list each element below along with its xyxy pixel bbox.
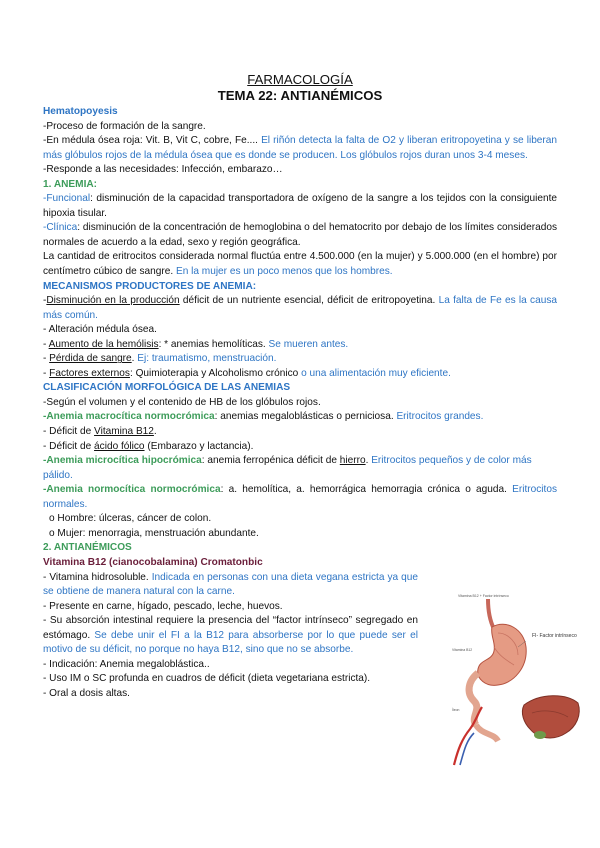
topic-title: TEMA 22: ANTIANÉMICOS: [217, 88, 383, 103]
note-span: Se mueren antes.: [268, 338, 349, 350]
text-span: (Embarazo y lactancia).: [144, 440, 254, 452]
paragraph: -Según el volumen y el contenido de HB de los glóbulos rojos.: [43, 396, 321, 408]
section-heading-hematopoyesis: Hematopoyesis: [43, 106, 118, 117]
text-span: -: [43, 295, 47, 307]
subject-title: FARMACOLOGÍA: [247, 72, 353, 87]
paragraph: [43, 425, 557, 440]
paragraph: [43, 410, 557, 425]
term-label: -Funcional: [43, 193, 91, 205]
figure-caption: Vitamina B12 + Factor intrínseco: [458, 594, 509, 598]
paragraph: [43, 571, 418, 600]
paragraph: [43, 294, 557, 323]
paragraph: -Proceso de formación de la sangre.: [43, 120, 206, 132]
section-heading-mecanismos: MECANISMOS PRODUCTORES DE ANEMIA:: [43, 280, 257, 292]
digestive-system-illustration: [448, 589, 582, 767]
paragraph: [43, 614, 418, 658]
term-label: -Anemia normocítica normocrómica: [43, 484, 221, 496]
paragraph: [43, 367, 557, 382]
underlined-term: Vitamina B12: [94, 426, 154, 438]
text-span: déficit de un nutriente esencial, déficit de eritropoyetina.: [179, 295, 439, 307]
paragraph: [43, 192, 557, 221]
text-span: - Vitamina hidrosoluble.: [43, 571, 152, 583]
list-item: o Mujer: menorragia, menstruación abundante.: [49, 527, 259, 539]
underlined-term: ácido fólico: [94, 440, 145, 452]
note-span: Eritrocitos pequeños y de color más pálido.: [43, 455, 532, 481]
figure-label: Vitamina B12: [452, 648, 473, 652]
paragraph: - Uso IM o SC profunda en cuadros de déficit (dieta vegetariana estricta).: [43, 673, 371, 685]
note-span: o una alimentación muy eficiente.: [301, 367, 451, 379]
paragraph: [43, 454, 557, 483]
text-span: -: [43, 367, 50, 379]
underlined-term: Disminución en la producción: [46, 295, 180, 307]
note-span: Ej: traumatismo, menstruación.: [137, 353, 277, 365]
paragraph: - Indicación: Anemia megaloblástica..: [43, 658, 210, 670]
text-span: -: [43, 338, 49, 350]
note-span: En la mujer es un poco menos que los hombres.: [175, 266, 393, 278]
subsection-heading-b12: Vitamina B12 (cianocobalamina) Cromatonbic: [43, 556, 263, 568]
paragraph: -Responde a las necesidades: Infección, embarazo…: [43, 164, 283, 176]
paragraph: [43, 483, 557, 512]
paragraph: [43, 352, 557, 367]
paragraph: [43, 440, 557, 455]
term-label: -Anemia macrocítica normocrómica: [43, 411, 215, 423]
text-span: La cantidad de eritrocitos considerada normal fluctúa entre 4.500.000 (en la mujer) y 5.000.000 (en el hombre) por centímetro cúbico de sangre.: [43, 251, 557, 278]
text-span: : disminución de la concentración de hemoglobina o del hematocrito por debajo de los límites considerados normales de acuerdo a la edad, sexo y región geográfica.: [43, 222, 557, 248]
note-span: Indicada en personas con una dieta vegana estricta ya que se obtiene de manera natural con la carne.: [43, 571, 418, 598]
paragraph: [43, 338, 557, 353]
term-label: -Anemia microcítica hipocrómica: [43, 455, 202, 467]
paragraph: - Alteración médula ósea.: [43, 324, 157, 336]
underlined-term: Factores externos: [49, 367, 130, 379]
text-span: - Su absorción intestinal requiere la presencia del “factor intrínseco” segregado en estómago.: [43, 615, 418, 641]
note-span: La falta de Fe es la causa más común.: [43, 295, 557, 321]
paragraph: [43, 250, 557, 279]
list-item: o Hombre: úlceras, cáncer de colon.: [49, 513, 212, 525]
text-span: : a. hemolítica, a. hemorrágica hemorragia crónica o aguda.: [220, 484, 513, 496]
text-span: -: [43, 353, 50, 365]
note-span: Eritrocitos grandes.: [396, 411, 484, 423]
note-span: Eritrocitos normales.: [43, 484, 557, 510]
section-heading-anemia: 1. ANEMIA:: [43, 178, 98, 190]
note-span: El riñón detecta la falta de O2 y liberan eritropoyetina y se liberan más glóbulos rojos de la médula ósea que es donde se producen. Los glóbulos rojos duran unos 3-4 meses.: [43, 135, 558, 161]
term-label: -Clínica: [43, 222, 78, 234]
text-span: - Déficit de: [43, 440, 95, 452]
text-span: -En médula ósea roja: Vit. B, Vit C, cobre, Fe....: [43, 135, 262, 147]
figure-label-fi: FI- Factor intrínseco: [532, 633, 577, 639]
stomach-diagram-icon: [448, 589, 582, 767]
section-heading-antianemicos: 2. ANTIANÉMICOS: [43, 542, 132, 554]
text-span: : anemias megaloblásticas o perniciosa.: [214, 411, 397, 423]
paragraph: - Oral a dosis altas.: [43, 687, 130, 699]
text-span: .: [153, 426, 157, 438]
underlined-term: hierro: [339, 455, 366, 467]
text-span: : * anemias hemolíticas.: [158, 338, 269, 350]
text-span: : Quimioterapia y Alcoholismo crónico: [129, 367, 302, 379]
underlined-term: Aumento de la hemólisis: [48, 338, 159, 350]
paragraph: [43, 134, 557, 163]
note-span: Se debe unir el FI a la B12 para absorberse por lo que puede ser el motivo de su déficit, no porque no haya B12, sino que no se absorbe.: [43, 629, 419, 656]
paragraph: [43, 221, 557, 250]
underlined-term: Pérdida de sangre: [49, 353, 132, 365]
text-span: - Déficit de: [43, 426, 95, 438]
text-span: : disminución de la capacidad transportadora de oxígeno de la sangre a los tejidos con la consiguiente hipoxia tisular.: [43, 193, 557, 219]
text-span: .: [365, 455, 372, 467]
figure-label: Íleon: [452, 708, 460, 712]
text-span: .: [131, 353, 138, 365]
paragraph: - Presente en carne, hígado, pescado, leche, huevos.: [43, 600, 283, 612]
text-span: : anemia ferropénica déficit de: [201, 455, 340, 467]
section-heading-clasificacion: CLASIFICACIÓN MORFOLÓGICA DE LAS ANEMIAS: [43, 382, 291, 394]
